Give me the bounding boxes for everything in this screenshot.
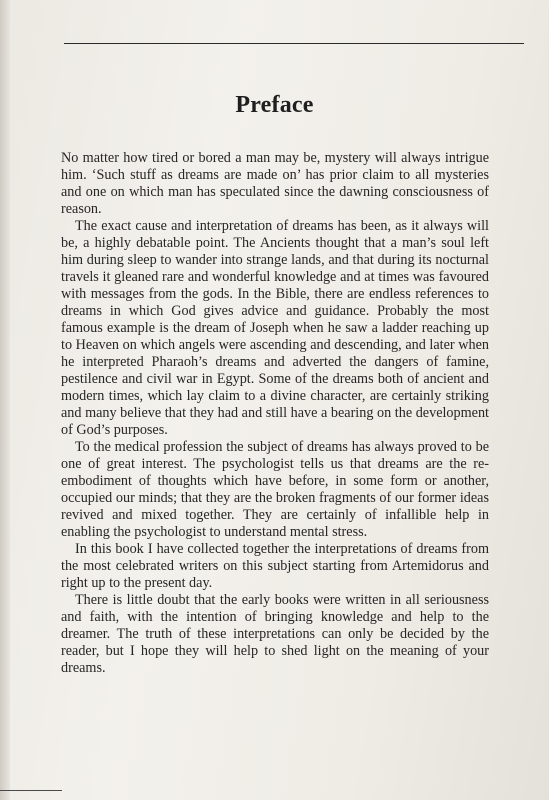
page-title: Preface xyxy=(235,92,314,119)
paragraph-1: No matter how tired or bored a man may be, mystery will always intrigue him. ‘Such stuff as dreams are made on’ has prior claim to all mysteries and one on which man has speculated since the dawning consciousness of reason. xyxy=(61,150,489,217)
paragraph-4: In this book I have collected together the interpretations of dreams from the most celebrated writers on this subject starting from Artemidorus and right up to the present day. xyxy=(61,541,489,591)
page-binding-edge xyxy=(0,0,10,800)
paragraph-3: To the medical profession the subject of dreams has always proved to be one of great interest. The psychologist tells us that dreams are the re-embodiment of thoughts which have before, in some form or another, occupied our minds; that they are the broken fragments of our former ideas revived and mixed together. They are certainly of infallible help in enabling the psychologist to understand mental stress. xyxy=(61,439,489,540)
header-rule xyxy=(64,43,524,44)
footer-rule xyxy=(0,790,62,791)
preface-body xyxy=(61,150,489,677)
paragraph-2: The exact cause and interpretation of dreams has been, as it always will be, a highly debatable point. The Ancients thought that a man’s soul left him during sleep to wander into strange lands, and that during its nocturnal travels it gleaned rare and wonderful knowledge and at times was favoured with messages from the gods. In the Bible, there are endless references to dreams in which God gives advice and guidance. Probably the most famous example is the dream of Joseph when he saw a ladder reaching up to Heaven on which angels were ascending and descending, and later when he interpreted Pharaoh’s dreams and adverted the dangers of famine, pestilence and civil war in Egypt. Some of the dreams both of ancient and modern times, which lay claim to a divine character, are certainly striking and many believe that they had and still have a bearing on the development of God’s purposes. xyxy=(61,218,489,438)
paragraph-5: There is little doubt that the early books were written in all seriousness and faith, with the intention of bringing knowledge and help to the dreamer. The truth of these interpretations can only be decided by the reader, but I hope they will help to shed light on the meaning of your dreams. xyxy=(61,592,489,676)
